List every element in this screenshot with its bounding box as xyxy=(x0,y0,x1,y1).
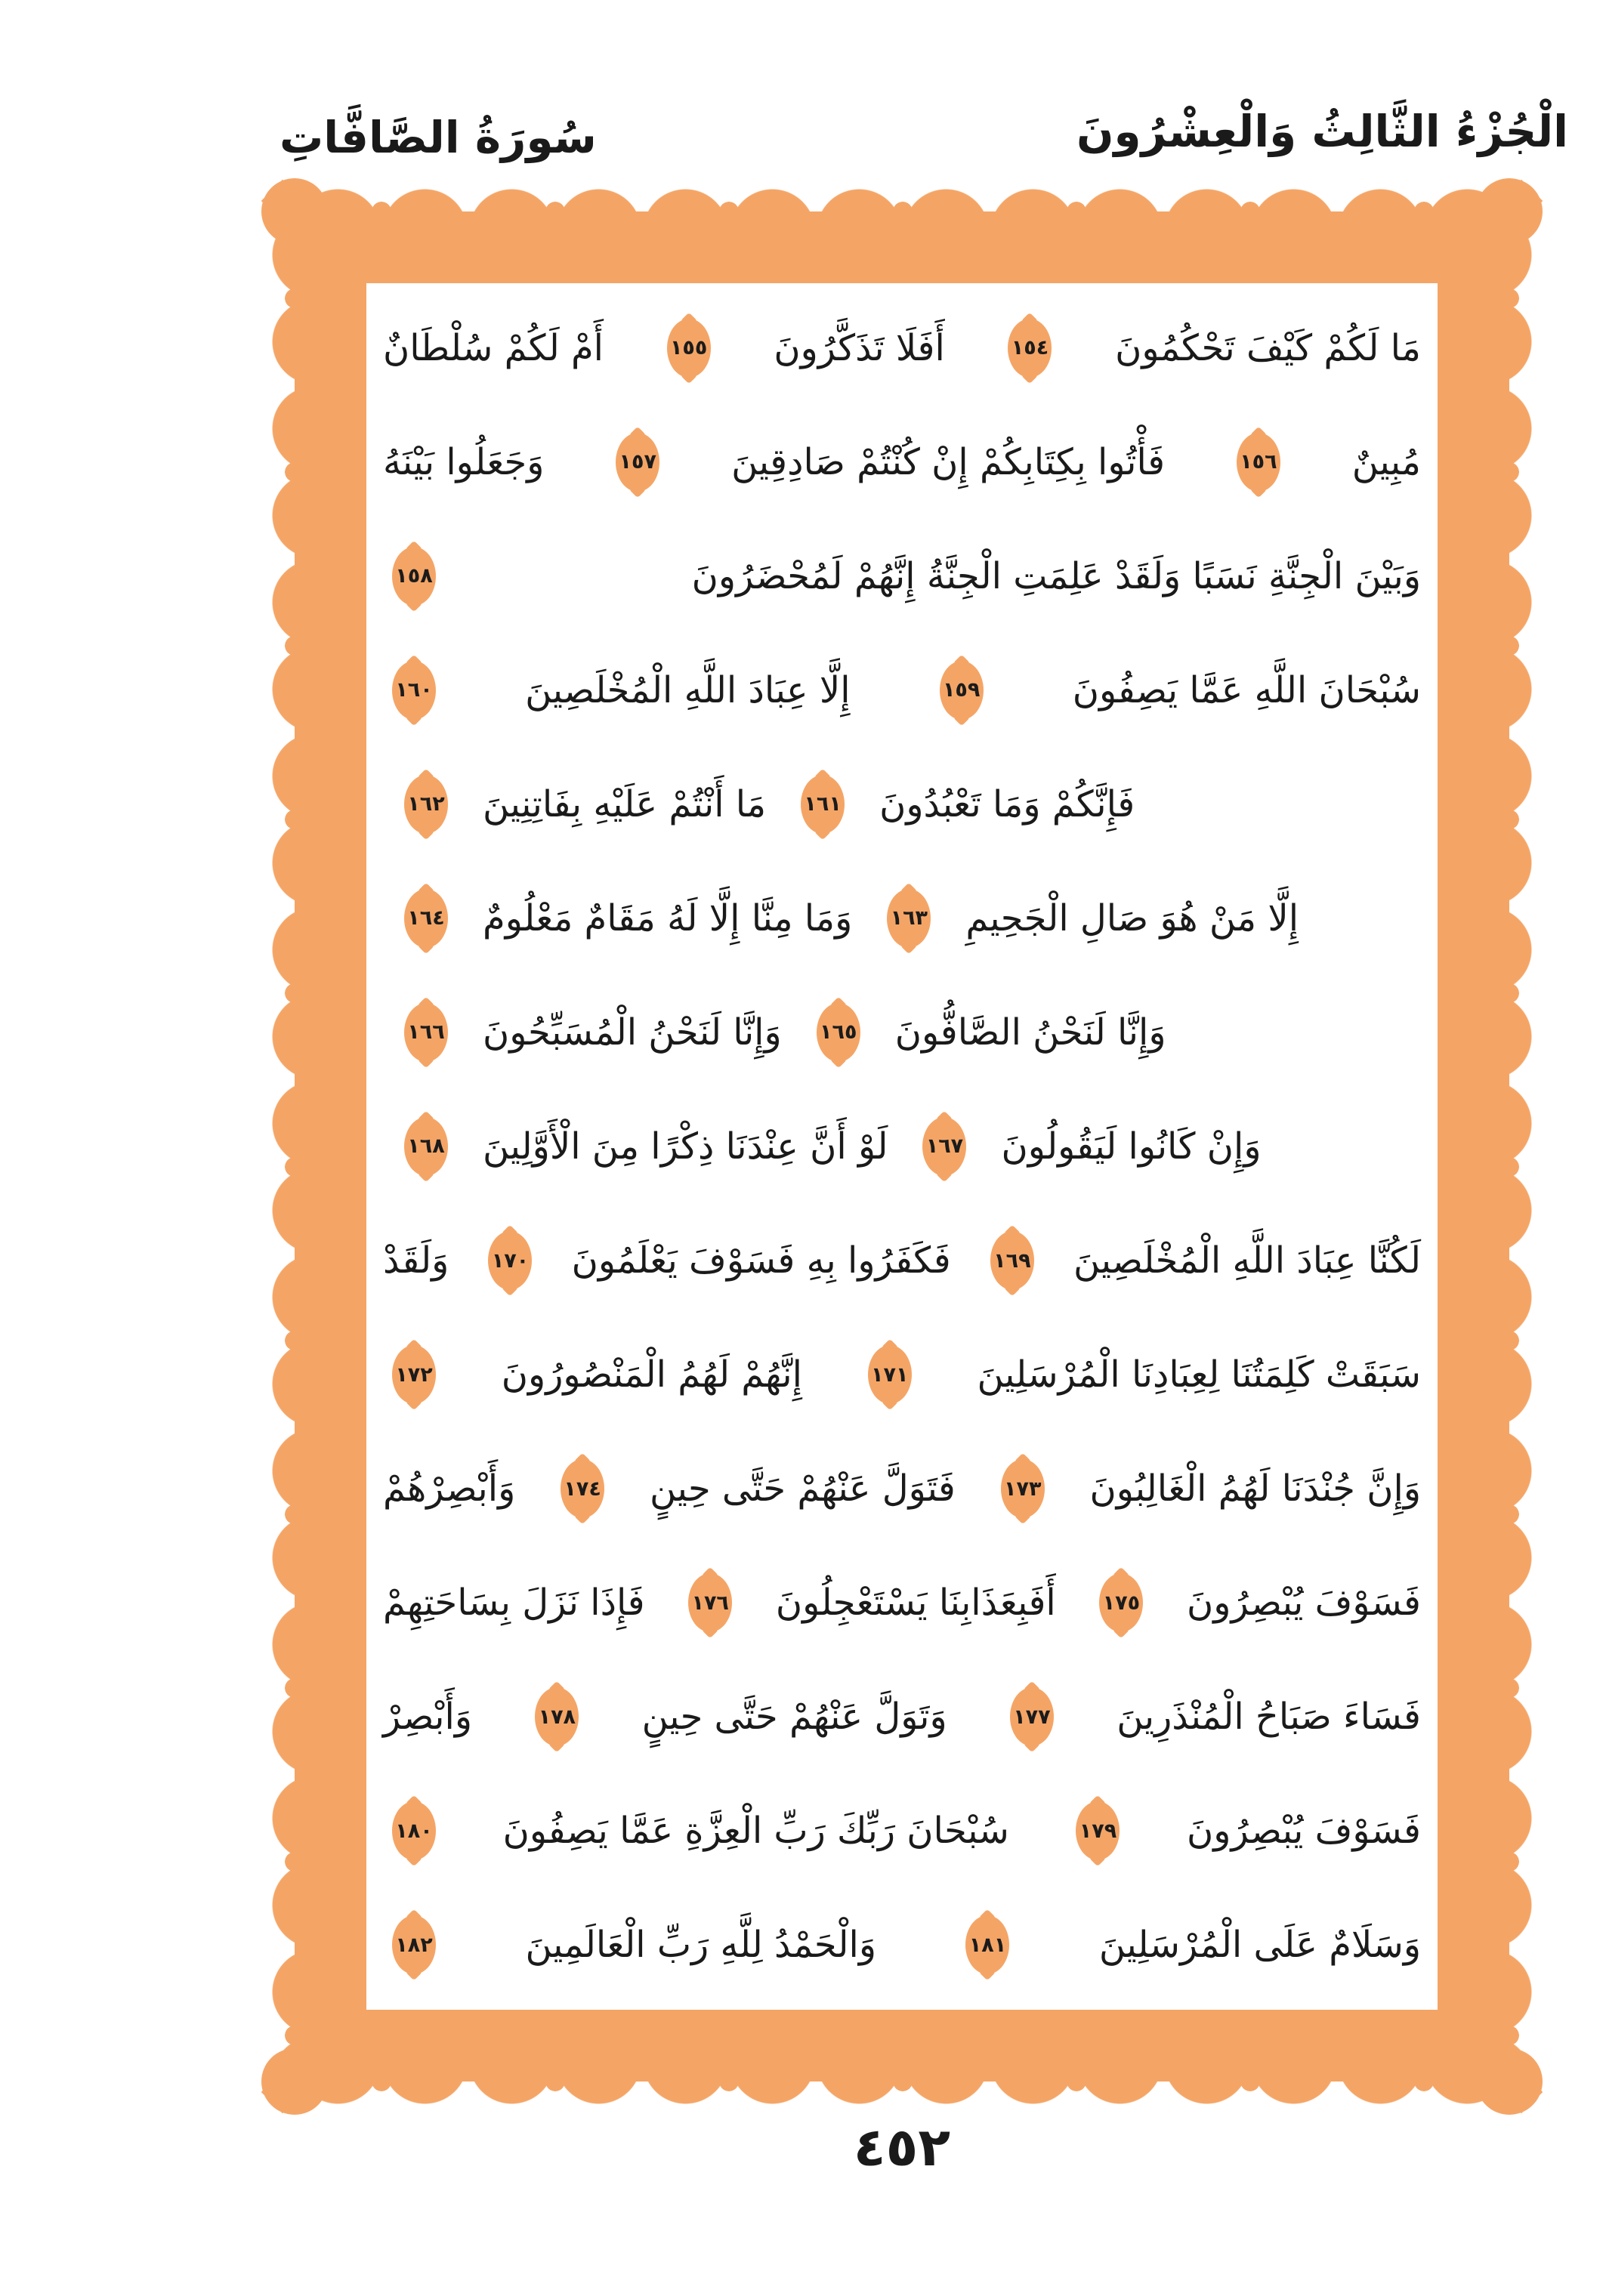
quran-line xyxy=(383,1546,1421,1660)
ayah-number-marker: ١٨٠ xyxy=(392,1801,436,1860)
ornamental-frame xyxy=(295,211,1509,2082)
frame-corner-lobe-bottom-left xyxy=(261,2048,328,2115)
ayah-text: وَأَبْصِرْ xyxy=(383,1696,473,1739)
ayah-text: فَسَاءَ صَبَاحُ الْمُنْذَرِينَ xyxy=(1116,1696,1421,1739)
ayah-number-marker: ١٧٥ xyxy=(1099,1573,1143,1632)
quran-line xyxy=(383,1774,1421,1888)
ayah-text: فَسَوْفَ يُبْصِرُونَ xyxy=(1187,1810,1421,1853)
ayah-text: مَا لَكُمْ كَيْفَ تَحْكُمُونَ xyxy=(1115,326,1421,369)
ayah-text: وَجَعَلُوا بَيْنَهُ xyxy=(383,440,545,483)
quran-line xyxy=(383,291,1421,405)
quran-line xyxy=(383,1432,1421,1546)
ayah-text: وَلَقَدْ xyxy=(383,1239,449,1282)
ayah-text: مُبِينٌ xyxy=(1351,440,1421,483)
quran-text-area xyxy=(366,283,1438,2010)
ayah-text: وَإِنَّا لَنَحْنُ الصَّافُّونَ xyxy=(894,1011,1166,1054)
quran-line xyxy=(383,1318,1421,1432)
ayah-text: مَا أَنْتُمْ عَلَيْهِ بِفَاتِنِينَ xyxy=(483,782,767,826)
ayah-number-marker: ١٦٤ xyxy=(404,889,448,948)
quran-line xyxy=(383,405,1421,519)
ayah-number-marker: ١٥٩ xyxy=(940,661,984,720)
ayah-number-marker: ١٧٨ xyxy=(535,1687,579,1746)
ayah-number-marker: ١٧٩ xyxy=(1076,1801,1120,1860)
ayah-number-marker: ١٦٨ xyxy=(404,1117,448,1176)
ayah-text: سُبْحَانَ رَبِّكَ رَبِّ الْعِزَّةِ عَمَّا يَصِفُونَ xyxy=(502,1810,1009,1853)
ayah-text: سُبْحَانَ اللَّهِ عَمَّا يَصِفُونَ xyxy=(1072,668,1421,711)
quran-line xyxy=(383,975,1421,1089)
ayah-number-marker: ١٥٥ xyxy=(667,319,711,378)
ayah-number-marker: ١٦١ xyxy=(801,775,845,834)
ayah-number-marker: ١٥٦ xyxy=(1237,433,1280,492)
ayah-text: أَفَبِعَذَابِنَا يَسْتَعْجِلُونَ xyxy=(775,1582,1056,1625)
frame-scallop-right-edge xyxy=(1509,211,1532,2082)
quran-line xyxy=(383,633,1421,747)
ayah-text: لَكُنَّا عِبَادَ اللَّهِ الْمُخْلَصِينَ xyxy=(1073,1239,1421,1282)
ayah-number-marker: ١٦٦ xyxy=(404,1003,448,1062)
quran-line xyxy=(383,861,1421,975)
ayah-number-marker: ١٥٧ xyxy=(616,433,659,492)
ayah-text: وَمَا مِنَّا إِلَّا لَهُ مَقَامٌ مَعْلُومٌ xyxy=(483,896,853,940)
ayah-text: فَسَوْفَ يُبْصِرُونَ xyxy=(1187,1582,1421,1625)
ayah-text: وَسَلَامٌ عَلَى الْمُرْسَلِينَ xyxy=(1098,1924,1421,1967)
ayah-number-marker: ١٥٤ xyxy=(1008,319,1052,378)
ayah-text: إِلَّا مَنْ هُوَ صَالِ الْجَحِيمِ xyxy=(965,896,1299,940)
juz-title: الْجُزْءُ الثَّالِثُ وَالْعِشْرُونَ xyxy=(1076,106,1568,157)
frame-scallop-bottom-edge xyxy=(295,2082,1509,2104)
ayah-text: إِلَّا عِبَادَ اللَّهِ الْمُخْلَصِينَ xyxy=(525,668,851,711)
ayah-number-marker: ١٦٠ xyxy=(392,661,436,720)
ayah-text: وَتَوَلَّ عَنْهُمْ حَتَّى حِينٍ xyxy=(641,1696,947,1739)
ayah-text: فَإِنَّكُمْ وَمَا تَعْبُدُونَ xyxy=(879,782,1135,826)
ayah-text: سَبَقَتْ كَلِمَتُنَا لِعِبَادِنَا الْمُرْسَلِينَ xyxy=(977,1353,1421,1396)
ayah-number-marker: ١٦٣ xyxy=(887,889,931,948)
ayah-number-marker: ١٧٦ xyxy=(688,1573,732,1632)
page-number: ٤٥٢ xyxy=(853,2116,951,2178)
ayah-number-marker: ١٦٩ xyxy=(990,1231,1034,1290)
ayah-number-marker: ١٦٧ xyxy=(922,1117,966,1176)
quran-line xyxy=(383,1660,1421,1774)
ayah-text: فَتَوَلَّ عَنْهُمْ حَتَّى حِينٍ xyxy=(649,1467,956,1511)
frame-corner-lobe-top-left xyxy=(261,178,328,245)
frame-scallop-left-edge xyxy=(272,211,295,2082)
ayah-number-marker: ١٧١ xyxy=(868,1345,912,1404)
quran-line xyxy=(383,519,1421,633)
ayah-number-marker: ١٧٢ xyxy=(392,1345,436,1404)
frame-corner-lobe-bottom-right xyxy=(1476,2048,1543,2115)
ayah-text: فَإِذَا نَزَلَ بِسَاحَتِهِمْ xyxy=(383,1582,645,1625)
ayah-number-marker: ١٧٤ xyxy=(561,1459,604,1518)
ayah-text: أَمْ لَكُمْ سُلْطَانٌ xyxy=(383,326,604,369)
ayah-text: فَكَفَرُوا بِهِ فَسَوْفَ يَعْلَمُونَ xyxy=(571,1239,951,1282)
frame-scallop-top-edge xyxy=(295,189,1509,211)
ayah-text: فَأْتُوا بِكِتَابِكُمْ إِنْ كُنْتُمْ صَادِقِينَ xyxy=(731,440,1166,483)
ayah-number-marker: ١٦٢ xyxy=(404,775,448,834)
ayah-text: وَالْحَمْدُ لِلَّهِ رَبِّ الْعَالَمِينَ xyxy=(525,1924,877,1967)
ayah-text: وَبَيْنَ الْجِنَّةِ نَسَبًا وَلَقَدْ عَلِمَتِ الْجِنَّةُ إِنَّهُمْ لَمُحْضَرُونَ xyxy=(691,554,1421,597)
ayah-number-marker: ١٥٨ xyxy=(392,547,436,606)
ayah-text: وَإِنَّ جُنْدَنَا لَهُمُ الْغَالِبُونَ xyxy=(1089,1467,1421,1511)
surah-title: سُورَةُ الصَّافَّاتِ xyxy=(280,112,597,163)
ayah-text: وَأَبْصِرْهُمْ xyxy=(383,1467,516,1511)
quran-line xyxy=(383,1204,1421,1318)
ayah-number-marker: ١٨١ xyxy=(965,1915,1009,1974)
ayah-number-marker: ١٧٧ xyxy=(1010,1687,1054,1746)
ayah-number-marker: ١٧٠ xyxy=(488,1231,532,1290)
ayah-text: وَإِنَّا لَنَحْنُ الْمُسَبِّحُونَ xyxy=(483,1011,782,1054)
ayah-text: لَوْ أَنَّ عِنْدَنَا ذِكْرًا مِنَ الْأَوَّلِينَ xyxy=(483,1125,888,1168)
quran-line xyxy=(383,1089,1421,1203)
ayah-number-marker: ١٧٣ xyxy=(1001,1459,1045,1518)
ayah-number-marker: ١٨٢ xyxy=(392,1915,436,1974)
quran-line xyxy=(383,1888,1421,2002)
frame-corner-lobe-top-right xyxy=(1476,178,1543,245)
ayah-number-marker: ١٦٥ xyxy=(817,1003,860,1062)
ayah-text: أَفَلَا تَذَكَّرُونَ xyxy=(774,326,945,369)
ayah-text: إِنَّهُمْ لَهُمُ الْمَنْصُورُونَ xyxy=(501,1353,802,1396)
quran-line xyxy=(383,747,1421,861)
ayah-text: وَإِنْ كَانُوا لَيَقُولُونَ xyxy=(1001,1125,1262,1168)
